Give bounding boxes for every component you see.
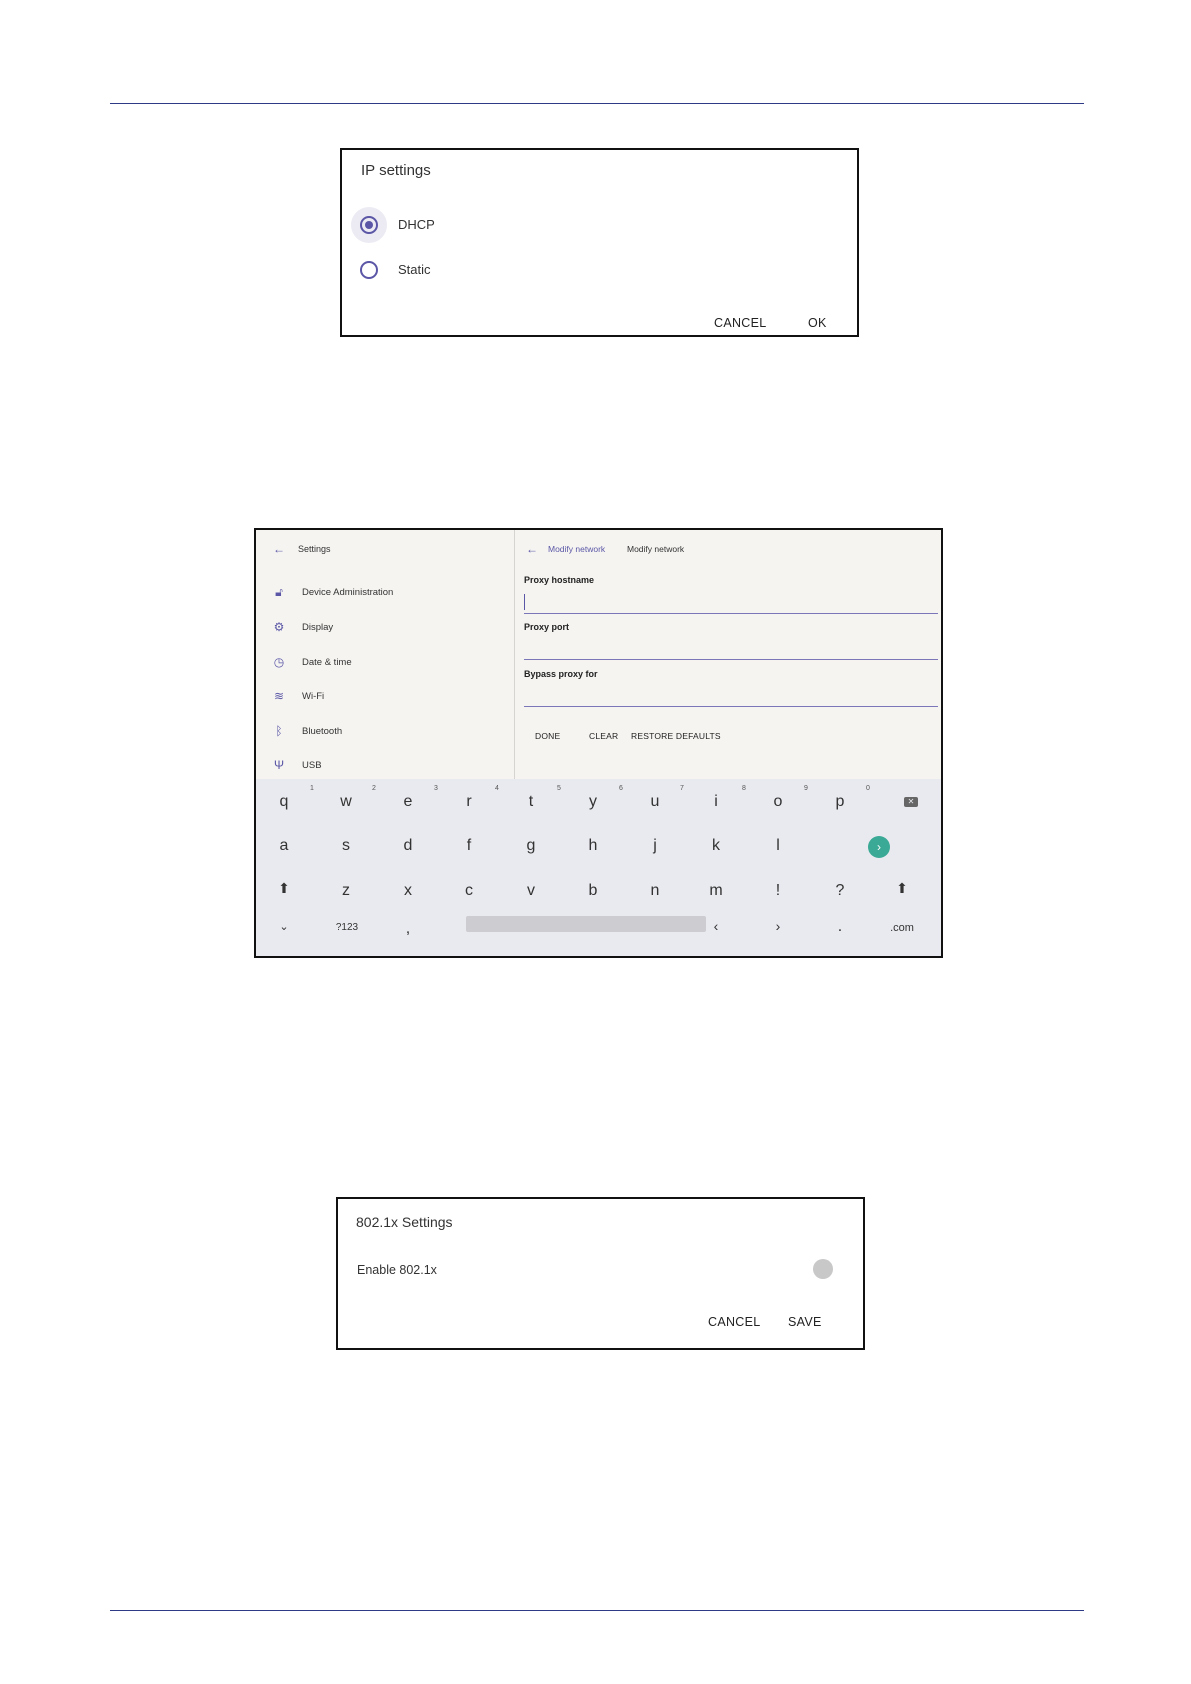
breadcrumb-link[interactable]: Modify network xyxy=(548,544,606,554)
key-hint-7: 7 xyxy=(680,785,684,792)
key-hint-1: 1 xyxy=(310,785,314,792)
key-f[interactable]: f xyxy=(466,837,472,854)
key-hint-4: 4 xyxy=(495,785,499,792)
ip-settings-dialog xyxy=(340,148,859,337)
key-hint-5: 5 xyxy=(557,785,561,792)
collapse-keyboard-icon[interactable]: ⌄ xyxy=(279,921,289,933)
key-y[interactable]: y xyxy=(589,793,597,810)
back-arrow-icon[interactable]: ← xyxy=(273,542,285,556)
done-button[interactable]: DONE xyxy=(535,731,561,741)
key-hint-6: 6 xyxy=(619,785,623,792)
cancel-button[interactable]: CANCEL xyxy=(708,1315,761,1329)
key-u[interactable]: u xyxy=(650,793,660,810)
key-v[interactable]: v xyxy=(527,882,535,899)
display-icon: ⚙ xyxy=(273,620,285,634)
ok-button[interactable]: OK xyxy=(808,316,827,330)
key-t[interactable]: t xyxy=(528,793,534,810)
key-m[interactable]: m xyxy=(709,882,723,899)
dot1x-settings-dialog xyxy=(336,1197,865,1350)
shift-icon[interactable]: ⬆ xyxy=(896,880,908,896)
modify-network-pane xyxy=(515,530,941,779)
text-cursor xyxy=(524,594,525,610)
key-w[interactable]: w xyxy=(340,793,352,810)
key-b[interactable]: b xyxy=(588,882,598,899)
key-question[interactable]: ? xyxy=(835,882,845,899)
enable-dot1x-label: Enable 802.1x xyxy=(357,1263,437,1277)
key-k[interactable]: k xyxy=(712,837,720,854)
key-n[interactable]: n xyxy=(650,882,660,899)
key-g[interactable]: g xyxy=(526,837,536,854)
save-button[interactable]: SAVE xyxy=(788,1315,822,1329)
static-option-label[interactable]: Static xyxy=(398,262,431,277)
key-j[interactable]: j xyxy=(653,837,657,854)
sidebar-item-bluetooth[interactable]: Bluetooth xyxy=(302,726,343,737)
key-period[interactable]: . xyxy=(837,918,843,935)
wifi-icon: ≋ xyxy=(273,689,285,703)
key-hint-9: 9 xyxy=(804,785,808,792)
shift-icon[interactable]: ⬆ xyxy=(278,880,290,896)
sidebar-item-usb[interactable]: USB xyxy=(302,760,322,771)
back-arrow-icon[interactable]: ← xyxy=(526,542,538,556)
cursor-right-icon[interactable]: › xyxy=(775,918,781,934)
sidebar-item-display[interactable]: Display xyxy=(302,622,334,633)
backspace-icon[interactable]: ✕ xyxy=(904,797,918,807)
key-r[interactable]: r xyxy=(466,793,472,810)
key-s[interactable]: s xyxy=(342,837,350,854)
dhcp-option-label[interactable]: DHCP xyxy=(398,217,435,232)
proxy-hostname-input[interactable] xyxy=(524,613,938,614)
key-e[interactable]: e xyxy=(403,793,413,810)
proxy-port-input[interactable] xyxy=(524,659,938,660)
spacebar[interactable] xyxy=(466,916,706,932)
cursor-left-icon[interactable]: ‹ xyxy=(713,918,719,934)
bluetooth-icon: ᛒ xyxy=(275,724,283,738)
dialog-title: IP settings xyxy=(361,162,431,179)
key-o[interactable]: o xyxy=(773,793,783,810)
key-q[interactable]: q xyxy=(279,793,289,810)
key-hint-0: 0 xyxy=(866,785,870,792)
breadcrumb-current: Modify network xyxy=(627,544,685,554)
key-exclamation[interactable]: ! xyxy=(775,882,781,899)
key-i[interactable]: i xyxy=(714,793,718,810)
key-d[interactable]: d xyxy=(403,837,413,854)
dhcp-radio[interactable] xyxy=(360,216,378,234)
key-z[interactable]: z xyxy=(342,882,350,899)
settings-sidebar xyxy=(256,530,514,779)
dialog-title: 802.1x Settings xyxy=(356,1214,453,1230)
on-screen-keyboard xyxy=(256,779,941,956)
clock-icon: ◷ xyxy=(273,655,285,669)
key-a[interactable]: a xyxy=(279,837,289,854)
key-p[interactable]: p xyxy=(835,793,845,810)
key-l[interactable]: l xyxy=(776,837,780,854)
cancel-button[interactable]: CANCEL xyxy=(714,316,767,330)
sidebar-item-date-time[interactable]: Date & time xyxy=(302,657,352,668)
sidebar-header: Settings xyxy=(298,544,331,554)
key-x[interactable]: x xyxy=(404,882,412,899)
key-comma[interactable]: , xyxy=(405,920,411,937)
lock-icon: 🔓︎ xyxy=(275,585,283,599)
dotcom-key[interactable]: .com xyxy=(890,922,914,934)
go-icon[interactable]: › xyxy=(868,836,890,858)
key-c[interactable]: c xyxy=(465,882,473,899)
usb-icon: Ψ xyxy=(273,758,285,772)
symbols-key[interactable]: ?123 xyxy=(335,922,359,933)
proxy-port-label: Proxy port xyxy=(524,622,570,632)
bypass-proxy-label: Bypass proxy for xyxy=(524,669,598,679)
modify-network-screenshot xyxy=(254,528,943,958)
key-hint-8: 8 xyxy=(742,785,746,792)
sidebar-item-wifi[interactable]: Wi-Fi xyxy=(302,691,325,702)
restore-defaults-button[interactable]: RESTORE DEFAULTS xyxy=(631,731,721,741)
header-rule xyxy=(110,103,1084,104)
footer-rule xyxy=(110,1610,1084,1611)
key-hint-2: 2 xyxy=(372,785,376,792)
proxy-hostname-label: Proxy hostname xyxy=(524,575,595,585)
static-radio[interactable] xyxy=(360,261,378,279)
key-hint-3: 3 xyxy=(434,785,438,792)
clear-button[interactable]: CLEAR xyxy=(589,731,619,741)
enable-dot1x-toggle[interactable] xyxy=(813,1259,833,1279)
bypass-proxy-input[interactable] xyxy=(524,706,938,707)
key-h[interactable]: h xyxy=(588,837,598,854)
sidebar-item-device-administration[interactable]: Device Administration xyxy=(302,587,394,598)
